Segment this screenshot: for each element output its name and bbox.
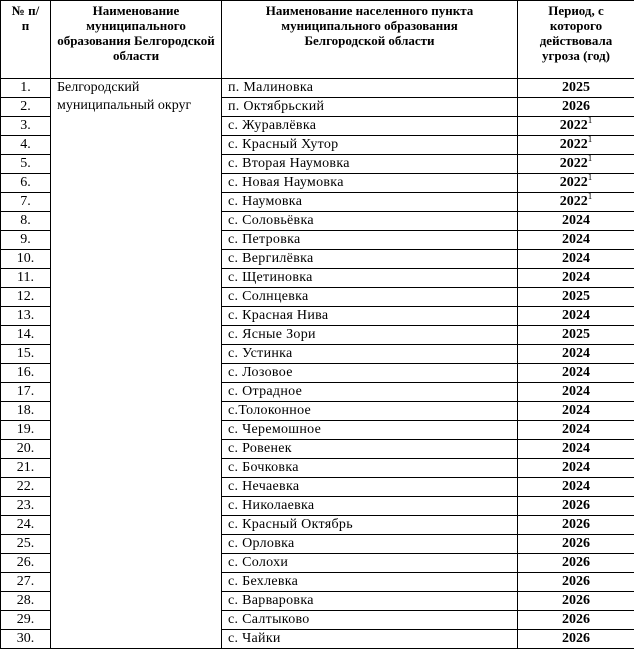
period-year-cell: [518, 155, 634, 174]
period-year-cell: [518, 516, 634, 535]
period-year: 2026: [562, 612, 590, 627]
period-year-cell: [518, 630, 634, 649]
settlement-name: с. Отрадное: [222, 383, 518, 402]
row-number: 20.: [1, 440, 51, 459]
period-year-cell: [518, 573, 634, 592]
settlement-name: с. Бехлевка: [222, 573, 518, 592]
period-year-cell: [518, 250, 634, 269]
period-year: 2022: [559, 194, 588, 209]
period-year-cell: [518, 193, 634, 212]
settlement-name: с. Петровка: [222, 231, 518, 250]
row-number: 4.: [1, 136, 51, 155]
period-year-cell: [518, 117, 634, 136]
period-year: 2022: [559, 118, 588, 133]
period-year: 2024: [562, 365, 590, 380]
footnote-mark: 1: [587, 192, 593, 201]
row-number: 17.: [1, 383, 51, 402]
period-year: 2024: [562, 213, 590, 228]
period-year: 2026: [562, 517, 590, 532]
settlement-name: с. Салтыково: [222, 611, 518, 630]
period-year-cell: [518, 212, 634, 231]
row-number: 28.: [1, 592, 51, 611]
period-year-cell: [518, 459, 634, 478]
period-year: 2024: [562, 346, 590, 361]
period-year-cell: [518, 174, 634, 193]
period-year-cell: [518, 383, 634, 402]
row-number: 16.: [1, 364, 51, 383]
row-number: 10.: [1, 250, 51, 269]
footnote-mark: 1: [587, 116, 593, 125]
period-year: 2026: [562, 593, 590, 608]
header-municipality: Наименование муниципального образования Белгородской области: [51, 1, 222, 79]
period-year-cell: [518, 288, 634, 307]
row-number: 12.: [1, 288, 51, 307]
settlement-name: с. Красная Нива: [222, 307, 518, 326]
settlement-name: с. Лозовое: [222, 364, 518, 383]
period-year-cell: [518, 497, 634, 516]
settlement-name: с. Солнцевка: [222, 288, 518, 307]
header-settlement: Наименование населенного пункта муниципального образования Белгородской области: [222, 1, 518, 79]
period-year: 2024: [562, 479, 590, 494]
row-number: 15.: [1, 345, 51, 364]
table-body: [1, 79, 634, 649]
period-year: 2024: [562, 384, 590, 399]
row-number: 1.: [1, 79, 51, 98]
row-number: 11.: [1, 269, 51, 288]
row-number: 13.: [1, 307, 51, 326]
settlement-name: с. Нечаевка: [222, 478, 518, 497]
settlement-name: с. Чайки: [222, 630, 518, 649]
settlement-name: с. Журавлёвка: [222, 117, 518, 136]
settlement-name: с. Наумовка: [222, 193, 518, 212]
period-year: 2024: [562, 308, 590, 323]
settlement-name: с. Устинка: [222, 345, 518, 364]
period-year-cell: [518, 136, 634, 155]
period-year-cell: [518, 231, 634, 250]
period-year: 2022: [559, 156, 588, 171]
period-year-cell: [518, 326, 634, 345]
header-number: № п/п: [1, 1, 51, 79]
row-number: 24.: [1, 516, 51, 535]
period-year: 2025: [562, 80, 590, 95]
period-year: 2026: [562, 631, 590, 646]
row-number: 8.: [1, 212, 51, 231]
settlement-name: с. Новая Наумовка: [222, 174, 518, 193]
settlement-name: с. Красный Октябрь: [222, 516, 518, 535]
period-year-cell: [518, 611, 634, 630]
period-year-cell: [518, 307, 634, 326]
period-year-cell: [518, 269, 634, 288]
row-number: 30.: [1, 630, 51, 649]
period-year: 2025: [562, 289, 590, 304]
settlement-name: п. Малиновка: [222, 79, 518, 98]
row-number: 19.: [1, 421, 51, 440]
row-number: 23.: [1, 497, 51, 516]
settlement-name: с. Солохи: [222, 554, 518, 573]
period-year: 2026: [562, 498, 590, 513]
period-year-cell: [518, 345, 634, 364]
period-year: 2024: [562, 251, 590, 266]
row-number: 3.: [1, 117, 51, 136]
settlement-name: с. Красный Хутор: [222, 136, 518, 155]
period-year: 2024: [562, 422, 590, 437]
period-year: 2026: [562, 99, 590, 114]
footnote-mark: 1: [587, 173, 593, 182]
table-row: [1, 79, 634, 98]
row-number: 18.: [1, 402, 51, 421]
period-year: 2024: [562, 460, 590, 475]
settlement-name: с. Орловка: [222, 535, 518, 554]
settlement-name: с. Варваровка: [222, 592, 518, 611]
settlement-name: с. Черемошное: [222, 421, 518, 440]
period-year-cell: [518, 79, 634, 98]
settlement-name: с. Ясные Зори: [222, 326, 518, 345]
row-number: 5.: [1, 155, 51, 174]
settlement-name: с.Толоконное: [222, 402, 518, 421]
period-year: 2026: [562, 536, 590, 551]
period-year-cell: [518, 364, 634, 383]
period-year: 2024: [562, 441, 590, 456]
settlement-name: п. Октябрьский: [222, 98, 518, 117]
row-number: 14.: [1, 326, 51, 345]
row-number: 7.: [1, 193, 51, 212]
row-number: 27.: [1, 573, 51, 592]
period-year-cell: [518, 535, 634, 554]
row-number: 21.: [1, 459, 51, 478]
period-year: 2025: [562, 327, 590, 342]
period-year-cell: [518, 478, 634, 497]
row-number: 6.: [1, 174, 51, 193]
period-year: 2026: [562, 555, 590, 570]
period-year: 2022: [559, 175, 588, 190]
period-year: 2026: [562, 574, 590, 589]
period-year-cell: [518, 421, 634, 440]
row-number: 25.: [1, 535, 51, 554]
footnote-mark: 1: [587, 154, 593, 163]
settlement-name: с. Соловьёвка: [222, 212, 518, 231]
row-number: 9.: [1, 231, 51, 250]
row-number: 22.: [1, 478, 51, 497]
settlement-name: с. Вергилёвка: [222, 250, 518, 269]
row-number: 29.: [1, 611, 51, 630]
settlement-name: с. Бочковка: [222, 459, 518, 478]
row-number: 2.: [1, 98, 51, 117]
period-year-cell: [518, 98, 634, 117]
period-year: 2024: [562, 270, 590, 285]
period-year-cell: [518, 402, 634, 421]
settlement-name: с. Щетиновка: [222, 269, 518, 288]
header-period: Период, с которого действовала угроза (год): [518, 1, 634, 79]
settlement-name: с. Ровенек: [222, 440, 518, 459]
period-year-cell: [518, 592, 634, 611]
period-year-cell: [518, 554, 634, 573]
period-year: 2024: [562, 403, 590, 418]
settlement-name: с. Вторая Наумовка: [222, 155, 518, 174]
footnote-mark: 1: [587, 135, 593, 144]
row-number: 26.: [1, 554, 51, 573]
municipality-name: Белгородский муниципальный округ: [51, 79, 222, 649]
period-year-cell: [518, 440, 634, 459]
header-row: [1, 1, 634, 79]
period-year: 2024: [562, 232, 590, 247]
period-year: 2022: [559, 137, 588, 152]
settlement-name: с. Николаевка: [222, 497, 518, 516]
